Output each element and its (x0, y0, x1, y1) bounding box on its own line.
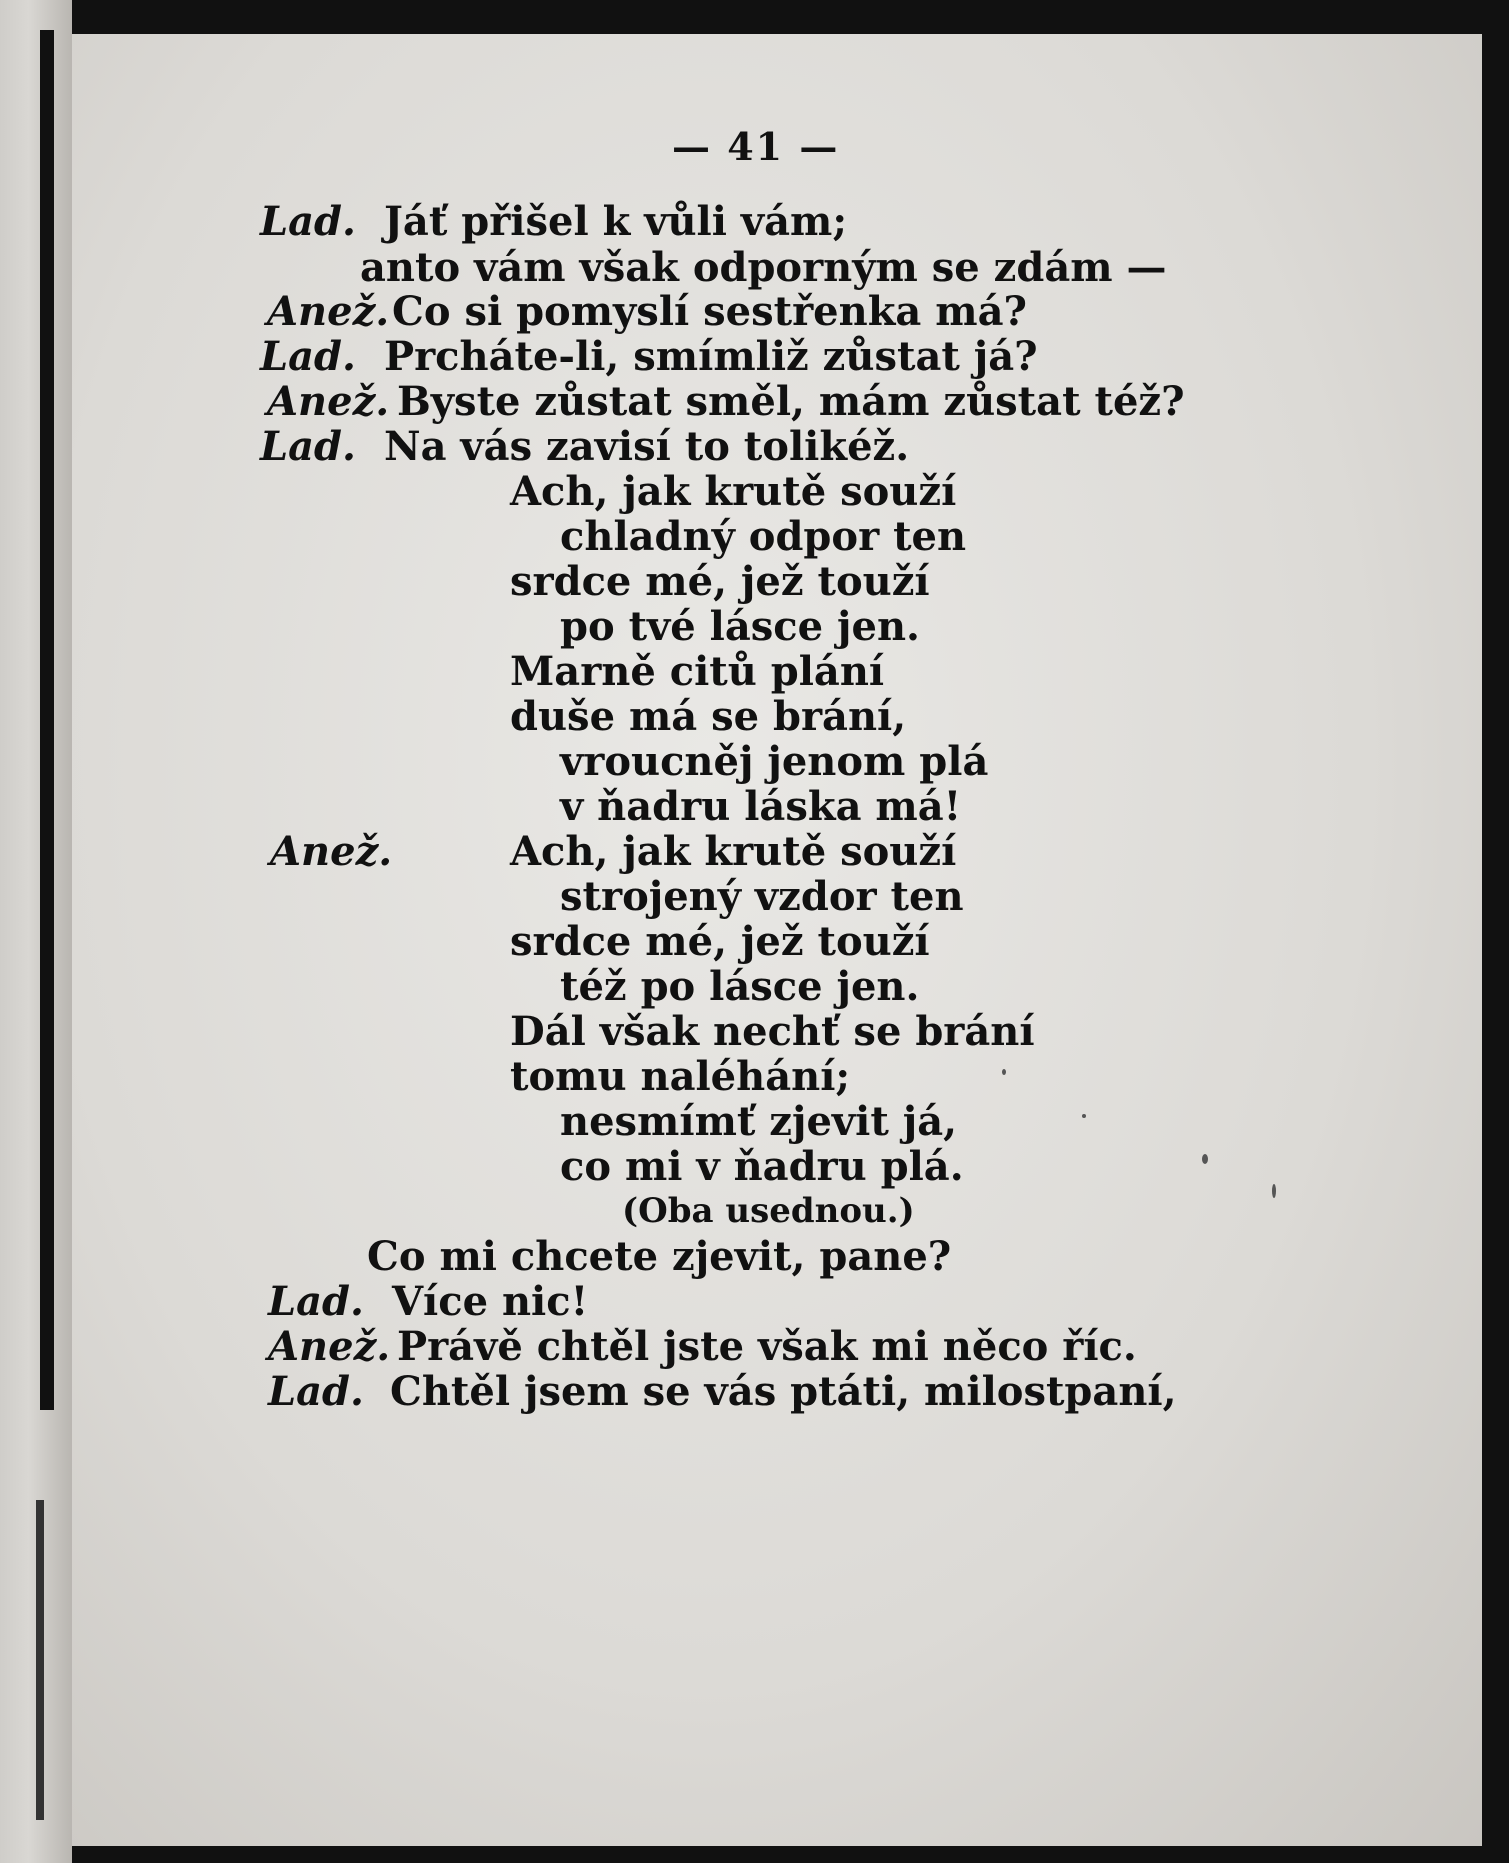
speaker-label: Lad. (260, 198, 356, 245)
binding-shadow-line (40, 30, 54, 1410)
dialogue-line: Byste zůstat směl, mám zůstat též? (397, 378, 1185, 425)
speaker-label: Lad. (260, 333, 356, 380)
dialogue-line: Chtěl jsem se vás ptáti, milostpaní, (390, 1368, 1177, 1415)
verse-line: tomu naléhání; (510, 1053, 851, 1100)
dialogue-line: Na vás zavisí to tolikéž. (384, 423, 910, 470)
verse-line: v ňadru láska má! (560, 783, 962, 830)
dialogue-line: Prcháte-li, smímliž zůstat já? (384, 333, 1038, 380)
verse-line: nesmímť zjevit já, (560, 1098, 958, 1145)
speaker-label: Lad. (268, 1278, 364, 1325)
paper-speck (1202, 1154, 1208, 1164)
speaker-label: Lad. (260, 423, 356, 470)
dialogue-line: anto vám však odporným se zdám — (360, 244, 1167, 291)
speaker-label: Anež. (267, 288, 390, 335)
dialogue-line: Co si pomyslí sestřenka má? (392, 288, 1027, 335)
book-page (72, 34, 1482, 1846)
verse-line: Dál však nechť se brání (510, 1008, 1035, 1055)
stage-direction: (Oba usednou.) (622, 1191, 915, 1231)
dialogue-line: Více nic! (392, 1278, 589, 1325)
verse-line: duše má se brání, (510, 693, 907, 740)
dialogue-line: Co mi chcete zjevit, pane? (367, 1233, 952, 1280)
page-number: — 41 — (672, 124, 840, 169)
verse-line: chladný odpor ten (560, 513, 967, 560)
verse-line: srdce mé, jež touží (510, 918, 930, 965)
speaker-label: Lad. (268, 1368, 364, 1415)
verse-line: po tvé lásce jen. (560, 603, 920, 650)
verse-line: též po lásce jen. (560, 963, 920, 1010)
speaker-label: Anež. (267, 378, 390, 425)
dialogue-line: Jáť přišel k vůli vám; (384, 198, 848, 245)
paper-speck (1272, 1184, 1276, 1198)
verse-line: Marně citů plání (510, 648, 885, 695)
dialogue-line: Právě chtěl jste však mi něco říc. (397, 1323, 1137, 1370)
verse-line: Ach, jak krutě souží (510, 468, 957, 515)
verse-line: co mi v ňadru plá. (560, 1143, 964, 1190)
verse-line: Ach, jak krutě souží (510, 828, 957, 875)
verse-line: srdce mé, jež touží (510, 558, 930, 605)
book-binding (0, 0, 72, 1863)
speaker-label: Anež. (268, 1323, 391, 1370)
binding-shadow-line-lower (36, 1500, 44, 1820)
paper-speck (1002, 1069, 1006, 1075)
verse-line: strojený vzdor ten (560, 873, 964, 920)
speaker-label: Anež. (270, 828, 393, 875)
paper-speck (1082, 1114, 1086, 1118)
verse-line: vroucněj jenom plá (560, 738, 989, 785)
